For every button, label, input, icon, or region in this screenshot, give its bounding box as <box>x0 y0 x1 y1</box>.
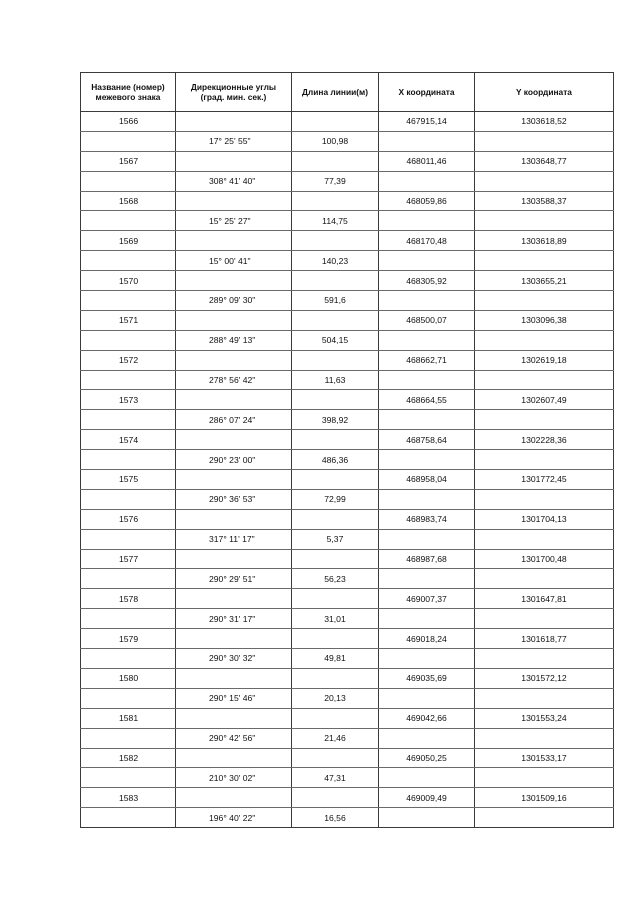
name-cell: 1572 <box>81 350 176 370</box>
y-coordinate-cell: 1301704,13 <box>475 509 614 529</box>
angle-cell <box>176 509 292 529</box>
y-coordinate-cell: 1301553,24 <box>475 708 614 728</box>
x-coordinate-cell: 469007,37 <box>379 589 475 609</box>
length-cell <box>292 231 379 251</box>
length-cell: 31,01 <box>292 609 379 629</box>
y-coordinate-cell <box>475 688 614 708</box>
table-row-point <box>81 668 614 688</box>
header-x: X координата <box>379 73 475 112</box>
y-coordinate-cell: 1301700,48 <box>475 549 614 569</box>
name-cell: 1569 <box>81 231 176 251</box>
name-cell <box>81 450 176 470</box>
y-coordinate-cell <box>475 251 614 271</box>
length-cell: 114,75 <box>292 211 379 231</box>
name-cell <box>81 569 176 589</box>
angle-cell: 288° 49' 13" <box>176 330 292 350</box>
length-cell <box>292 310 379 330</box>
table-row-point <box>81 589 614 609</box>
angle-cell: 15° 25' 27" <box>176 211 292 231</box>
angle-cell <box>176 231 292 251</box>
y-coordinate-cell <box>475 370 614 390</box>
table-row-line <box>81 768 614 788</box>
length-cell <box>292 390 379 410</box>
length-cell: 20,13 <box>292 688 379 708</box>
table-row-line <box>81 529 614 549</box>
y-coordinate-cell: 1301509,16 <box>475 788 614 808</box>
x-coordinate-cell <box>379 291 475 311</box>
y-coordinate-cell: 1301772,45 <box>475 470 614 490</box>
name-cell: 1579 <box>81 629 176 649</box>
angle-cell <box>176 668 292 688</box>
header-angle: Дирекционные углы (град. мин. сек.) <box>176 73 292 112</box>
length-cell: 398,92 <box>292 410 379 430</box>
x-coordinate-cell <box>379 569 475 589</box>
table-row-line <box>81 808 614 828</box>
name-cell: 1568 <box>81 191 176 211</box>
table-row-line <box>81 688 614 708</box>
name-cell <box>81 768 176 788</box>
table-body <box>81 112 614 828</box>
x-coordinate-cell: 468305,92 <box>379 271 475 291</box>
name-cell: 1576 <box>81 509 176 529</box>
header-name: Название (номер) межевого знака <box>81 73 176 112</box>
x-coordinate-cell <box>379 609 475 629</box>
angle-cell <box>176 549 292 569</box>
x-coordinate-cell: 468987,68 <box>379 549 475 569</box>
name-cell <box>81 370 176 390</box>
x-coordinate-cell: 468500,07 <box>379 310 475 330</box>
table-row-point <box>81 271 614 291</box>
angle-cell: 290° 29' 51" <box>176 569 292 589</box>
table-row-point <box>81 629 614 649</box>
length-cell <box>292 589 379 609</box>
angle-cell: 290° 15' 46" <box>176 688 292 708</box>
x-coordinate-cell: 468662,71 <box>379 350 475 370</box>
y-coordinate-cell: 1301533,17 <box>475 748 614 768</box>
table-row-point <box>81 390 614 410</box>
x-coordinate-cell <box>379 489 475 509</box>
x-coordinate-cell <box>379 728 475 748</box>
name-cell <box>81 211 176 231</box>
y-coordinate-cell: 1303618,52 <box>475 112 614 132</box>
y-coordinate-cell <box>475 171 614 191</box>
name-cell <box>81 649 176 669</box>
boundary-coordinates-table <box>80 72 614 828</box>
y-coordinate-cell <box>475 808 614 828</box>
x-coordinate-cell <box>379 131 475 151</box>
angle-cell: 290° 30' 32" <box>176 649 292 669</box>
angle-cell <box>176 310 292 330</box>
x-coordinate-cell: 468170,48 <box>379 231 475 251</box>
length-cell: 5,37 <box>292 529 379 549</box>
name-cell <box>81 489 176 509</box>
angle-cell <box>176 430 292 450</box>
name-cell <box>81 330 176 350</box>
x-coordinate-cell <box>379 330 475 350</box>
table-row-point <box>81 231 614 251</box>
y-coordinate-cell: 1303618,89 <box>475 231 614 251</box>
table-header-row <box>81 73 614 112</box>
name-cell: 1577 <box>81 549 176 569</box>
angle-cell <box>176 629 292 649</box>
y-coordinate-cell: 1301618,77 <box>475 629 614 649</box>
length-cell: 140,23 <box>292 251 379 271</box>
angle-cell: 286° 07' 24" <box>176 410 292 430</box>
angle-cell: 290° 36' 53" <box>176 489 292 509</box>
name-cell <box>81 251 176 271</box>
angle-cell: 278° 56' 42" <box>176 370 292 390</box>
angle-cell <box>176 350 292 370</box>
table-row-line <box>81 450 614 470</box>
table-row-point <box>81 748 614 768</box>
y-coordinate-cell <box>475 211 614 231</box>
angle-cell: 196° 40' 22" <box>176 808 292 828</box>
table-row-point <box>81 151 614 171</box>
table-row-line <box>81 370 614 390</box>
name-cell: 1574 <box>81 430 176 450</box>
y-coordinate-cell: 1302607,49 <box>475 390 614 410</box>
x-coordinate-cell <box>379 768 475 788</box>
table-row-point <box>81 191 614 211</box>
y-coordinate-cell: 1303096,38 <box>475 310 614 330</box>
length-cell <box>292 748 379 768</box>
x-coordinate-cell <box>379 370 475 390</box>
y-coordinate-cell <box>475 489 614 509</box>
length-cell: 21,46 <box>292 728 379 748</box>
length-cell: 486,36 <box>292 450 379 470</box>
name-cell <box>81 609 176 629</box>
x-coordinate-cell: 469042,66 <box>379 708 475 728</box>
x-coordinate-cell: 468059,86 <box>379 191 475 211</box>
y-coordinate-cell <box>475 649 614 669</box>
table-row-line <box>81 649 614 669</box>
length-cell: 591,6 <box>292 291 379 311</box>
name-cell <box>81 808 176 828</box>
name-cell: 1578 <box>81 589 176 609</box>
table-row-point <box>81 708 614 728</box>
x-coordinate-cell: 468758,64 <box>379 430 475 450</box>
name-cell: 1571 <box>81 310 176 330</box>
angle-cell <box>176 390 292 410</box>
table-row-line <box>81 131 614 151</box>
x-coordinate-cell: 468983,74 <box>379 509 475 529</box>
y-coordinate-cell <box>475 529 614 549</box>
x-coordinate-cell: 469050,25 <box>379 748 475 768</box>
y-coordinate-cell <box>475 609 614 629</box>
length-cell <box>292 549 379 569</box>
y-coordinate-cell: 1303655,21 <box>475 271 614 291</box>
table-row-point <box>81 112 614 132</box>
length-cell: 504,15 <box>292 330 379 350</box>
x-coordinate-cell: 467915,14 <box>379 112 475 132</box>
angle-cell: 290° 31' 17" <box>176 609 292 629</box>
length-cell: 56,23 <box>292 569 379 589</box>
length-cell <box>292 350 379 370</box>
angle-cell: 290° 23' 00" <box>176 450 292 470</box>
x-coordinate-cell <box>379 450 475 470</box>
name-cell <box>81 291 176 311</box>
y-coordinate-cell <box>475 410 614 430</box>
angle-cell: 17° 25' 55" <box>176 131 292 151</box>
table-row-line <box>81 410 614 430</box>
y-coordinate-cell <box>475 728 614 748</box>
name-cell <box>81 171 176 191</box>
table-row-line <box>81 171 614 191</box>
length-cell <box>292 470 379 490</box>
name-cell: 1567 <box>81 151 176 171</box>
x-coordinate-cell: 468664,55 <box>379 390 475 410</box>
length-cell <box>292 629 379 649</box>
x-coordinate-cell <box>379 649 475 669</box>
y-coordinate-cell: 1303648,77 <box>475 151 614 171</box>
table-row-point <box>81 788 614 808</box>
x-coordinate-cell <box>379 171 475 191</box>
name-cell <box>81 728 176 748</box>
y-coordinate-cell <box>475 569 614 589</box>
length-cell <box>292 788 379 808</box>
length-cell: 49,81 <box>292 649 379 669</box>
x-coordinate-cell <box>379 529 475 549</box>
x-coordinate-cell: 469018,24 <box>379 629 475 649</box>
length-cell: 11,63 <box>292 370 379 390</box>
y-coordinate-cell <box>475 291 614 311</box>
table-row-line <box>81 330 614 350</box>
angle-cell <box>176 708 292 728</box>
x-coordinate-cell: 469035,69 <box>379 668 475 688</box>
x-coordinate-cell: 469009,49 <box>379 788 475 808</box>
x-coordinate-cell: 468958,04 <box>379 470 475 490</box>
x-coordinate-cell <box>379 251 475 271</box>
table-row-point <box>81 310 614 330</box>
table-row-line <box>81 211 614 231</box>
table-row-line <box>81 291 614 311</box>
y-coordinate-cell: 1301572,12 <box>475 668 614 688</box>
angle-cell <box>176 271 292 291</box>
name-cell: 1580 <box>81 668 176 688</box>
table-row-line <box>81 251 614 271</box>
angle-cell <box>176 788 292 808</box>
name-cell: 1582 <box>81 748 176 768</box>
length-cell <box>292 151 379 171</box>
length-cell: 47,31 <box>292 768 379 788</box>
length-cell <box>292 430 379 450</box>
name-cell: 1573 <box>81 390 176 410</box>
y-coordinate-cell <box>475 330 614 350</box>
name-cell: 1566 <box>81 112 176 132</box>
header-y: Y координата <box>475 73 614 112</box>
x-coordinate-cell <box>379 808 475 828</box>
angle-cell: 317° 11' 17" <box>176 529 292 549</box>
name-cell <box>81 131 176 151</box>
angle-cell: 289° 09' 30" <box>176 291 292 311</box>
length-cell: 100,98 <box>292 131 379 151</box>
angle-cell <box>176 112 292 132</box>
x-coordinate-cell <box>379 410 475 430</box>
name-cell: 1583 <box>81 788 176 808</box>
angle-cell: 15° 00' 41" <box>176 251 292 271</box>
table-row-point <box>81 549 614 569</box>
y-coordinate-cell: 1302228,36 <box>475 430 614 450</box>
table-row-point <box>81 470 614 490</box>
angle-cell: 308° 41' 40" <box>176 171 292 191</box>
x-coordinate-cell <box>379 211 475 231</box>
length-cell: 77,39 <box>292 171 379 191</box>
x-coordinate-cell: 468011,46 <box>379 151 475 171</box>
length-cell <box>292 509 379 529</box>
name-cell <box>81 688 176 708</box>
name-cell <box>81 529 176 549</box>
name-cell: 1581 <box>81 708 176 728</box>
length-cell: 72,99 <box>292 489 379 509</box>
table-row-point <box>81 430 614 450</box>
angle-cell <box>176 191 292 211</box>
header-length: Длина линии(м) <box>292 73 379 112</box>
name-cell <box>81 410 176 430</box>
y-coordinate-cell <box>475 768 614 788</box>
length-cell <box>292 191 379 211</box>
y-coordinate-cell <box>475 450 614 470</box>
angle-cell <box>176 748 292 768</box>
length-cell <box>292 708 379 728</box>
length-cell: 16,56 <box>292 808 379 828</box>
name-cell: 1575 <box>81 470 176 490</box>
y-coordinate-cell <box>475 131 614 151</box>
table-row-point <box>81 509 614 529</box>
angle-cell: 210° 30' 02" <box>176 768 292 788</box>
y-coordinate-cell: 1303588,37 <box>475 191 614 211</box>
table-row-line <box>81 569 614 589</box>
table-row-line <box>81 489 614 509</box>
y-coordinate-cell: 1301647,81 <box>475 589 614 609</box>
angle-cell <box>176 151 292 171</box>
name-cell: 1570 <box>81 271 176 291</box>
angle-cell <box>176 589 292 609</box>
table-row-point <box>81 350 614 370</box>
angle-cell: 290° 42' 56" <box>176 728 292 748</box>
length-cell <box>292 271 379 291</box>
table-row-line <box>81 728 614 748</box>
table-row-line <box>81 609 614 629</box>
length-cell <box>292 112 379 132</box>
y-coordinate-cell: 1302619,18 <box>475 350 614 370</box>
length-cell <box>292 668 379 688</box>
x-coordinate-cell <box>379 688 475 708</box>
angle-cell <box>176 470 292 490</box>
